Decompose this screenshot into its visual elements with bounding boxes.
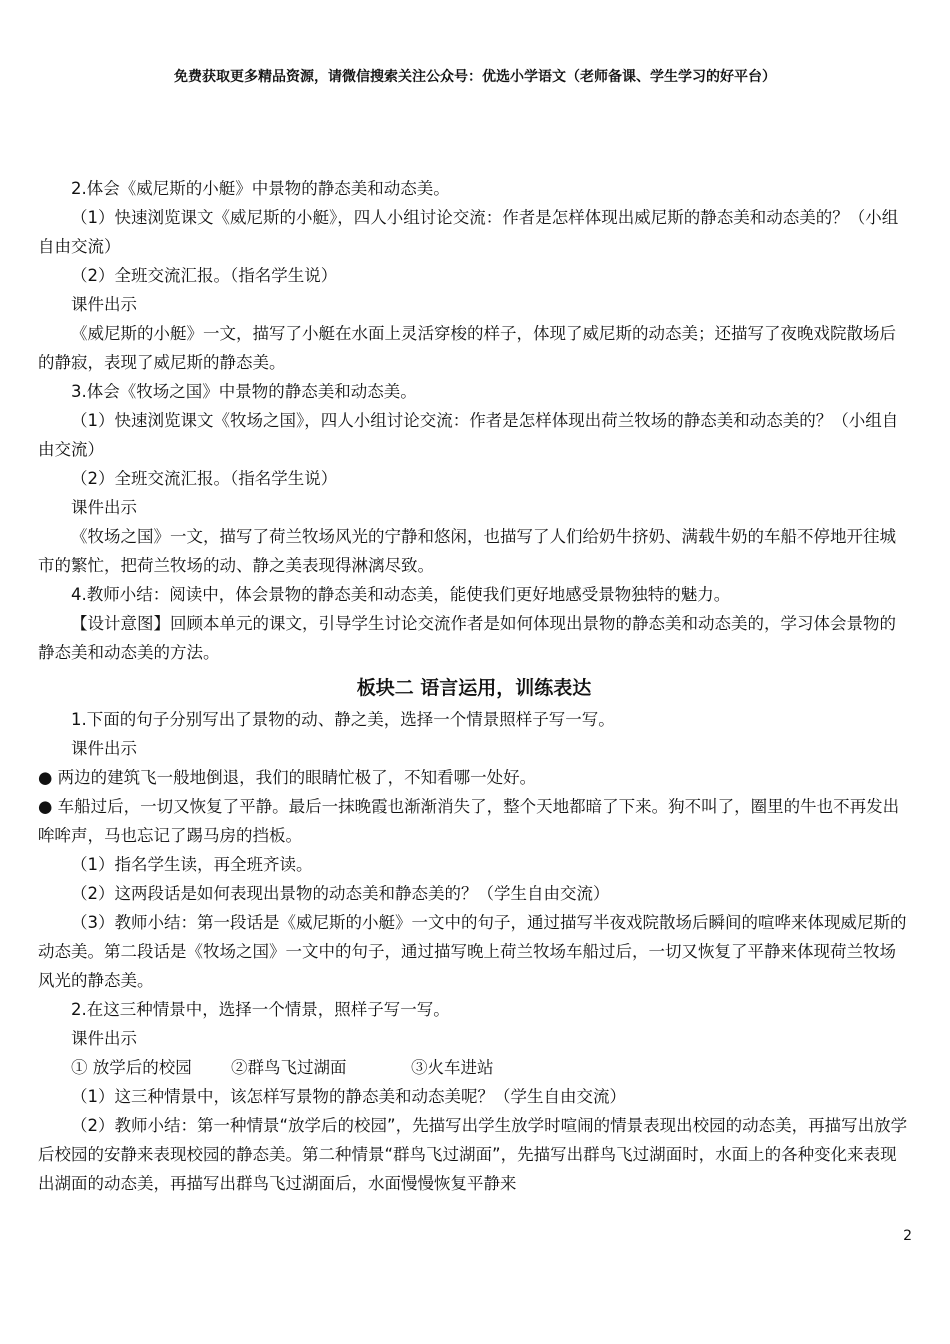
paragraph: （2）教师小结：第一种情景“放学后的校园”，先描写出学生放学时喧闹的情景表现出校园的动态美，再描写出放学后校园的安静来表现校园的静态美。第二种情景“群鸟飞过湖面”，先描写出群鸟飞过湖面时，水面上的各种变化来表现出湖面的动态美，再描写出群鸟飞过湖面后，水面慢慢恢复平静来 <box>38 1116 908 1193</box>
courseware-text: 《牧场之国》一文，描写了荷兰牧场风光的宁静和悠闲，也描写了人们给奶牛挤奶、满载牛奶的车船不停地开往城市的繁忙，把荷兰牧场的动、静之美表现得淋漓尽致。 <box>38 527 896 575</box>
bullet-sentence: ● 车船过后，一切又恢复了平静。最后一抹晚霞也渐渐消失了，整个天地都暗了下来。狗不叫了，圈里的牛也不再发出哞哞声，马也忘记了踢马房的挡板。 <box>38 797 900 845</box>
paragraph: （2）这两段话是如何表现出景物的动态美和静态美的？（学生自由交流） <box>71 884 610 903</box>
courseware-label: 课件出示 <box>71 739 137 758</box>
paragraph: （2）全班交流汇报。（指名学生说） <box>71 469 338 488</box>
paragraph: （1）指名学生读，再全班齐读。 <box>71 855 313 874</box>
paragraph: （1）这三种情景中，该怎样写景物的静态美和动态美呢？（学生自由交流） <box>71 1087 626 1106</box>
bullet-sentence: ● 两边的建筑飞一般地倒退，我们的眼睛忙极了，不知看哪一处好。 <box>38 768 537 787</box>
scenario-option: ②群鸟飞过湖面 <box>231 1058 347 1077</box>
section-heading: 板块二 语言运用，训练表达 <box>356 677 592 699</box>
section-item: 2.在这三种情景中，选择一个情景，照样子写一写。 <box>71 1000 450 1019</box>
section-item: 3.体会《牧场之国》中景物的静态美和动态美。 <box>71 382 417 401</box>
courseware-label: 课件出示 <box>71 498 137 517</box>
scenario-option: ③火车进站 <box>411 1058 494 1077</box>
section-item: 2.体会《威尼斯的小艇》中景物的静态美和动态美。 <box>71 179 450 198</box>
page-header: 免费获取更多精品资源，请微信搜索关注公众号：优选小学语文（老师备课、学生学习的好平台） <box>174 69 776 85</box>
section-item: 1.下面的句子分别写出了景物的动、静之美，选择一个情景照样子写一写。 <box>71 710 615 729</box>
paragraph: （1）快速浏览课文《威尼斯的小艇》，四人小组讨论交流：作者是怎样体现出威尼斯的静态美和动态美的？（小组自由交流） <box>38 208 899 256</box>
paragraph: （1）快速浏览课文《牧场之国》，四人小组讨论交流：作者是怎样体现出荷兰牧场的静态美和动态美的？（小组自由交流） <box>38 411 899 459</box>
document-body <box>38 174 910 1198</box>
paragraph: （2）全班交流汇报。（指名学生说） <box>71 266 338 285</box>
paragraph: 4.教师小结：阅读中，体会景物的静态美和动态美，能使我们更好地感受景物独特的魅力。 <box>71 585 731 604</box>
page-number: 2 <box>903 1228 912 1244</box>
courseware-label: 课件出示 <box>71 1029 137 1048</box>
scenario-option: ① 放学后的校园 <box>71 1058 192 1077</box>
courseware-text: 《威尼斯的小艇》一文，描写了小艇在水面上灵活穿梭的样子，体现了威尼斯的动态美；还描写了夜晚戏院散场后的静寂，表现了威尼斯的静态美。 <box>38 324 896 372</box>
courseware-label: 课件出示 <box>71 295 137 314</box>
paragraph: （3）教师小结：第一段话是《威尼斯的小艇》一文中的句子，通过描写半夜戏院散场后瞬间的喧哗来体现威尼斯的动态美。第二段话是《牧场之国》一文中的句子，通过描写晚上荷兰牧场车船过后，一切又恢复了平静来体现荷兰牧场风光的静态美。 <box>38 913 907 990</box>
design-intent: 【设计意图】回顾本单元的课文，引导学生讨论交流作者是如何体现出景物的静态美和动态美的，学习体会景物的静态美和动态美的方法。 <box>38 614 896 662</box>
scenario-options <box>38 1053 910 1082</box>
